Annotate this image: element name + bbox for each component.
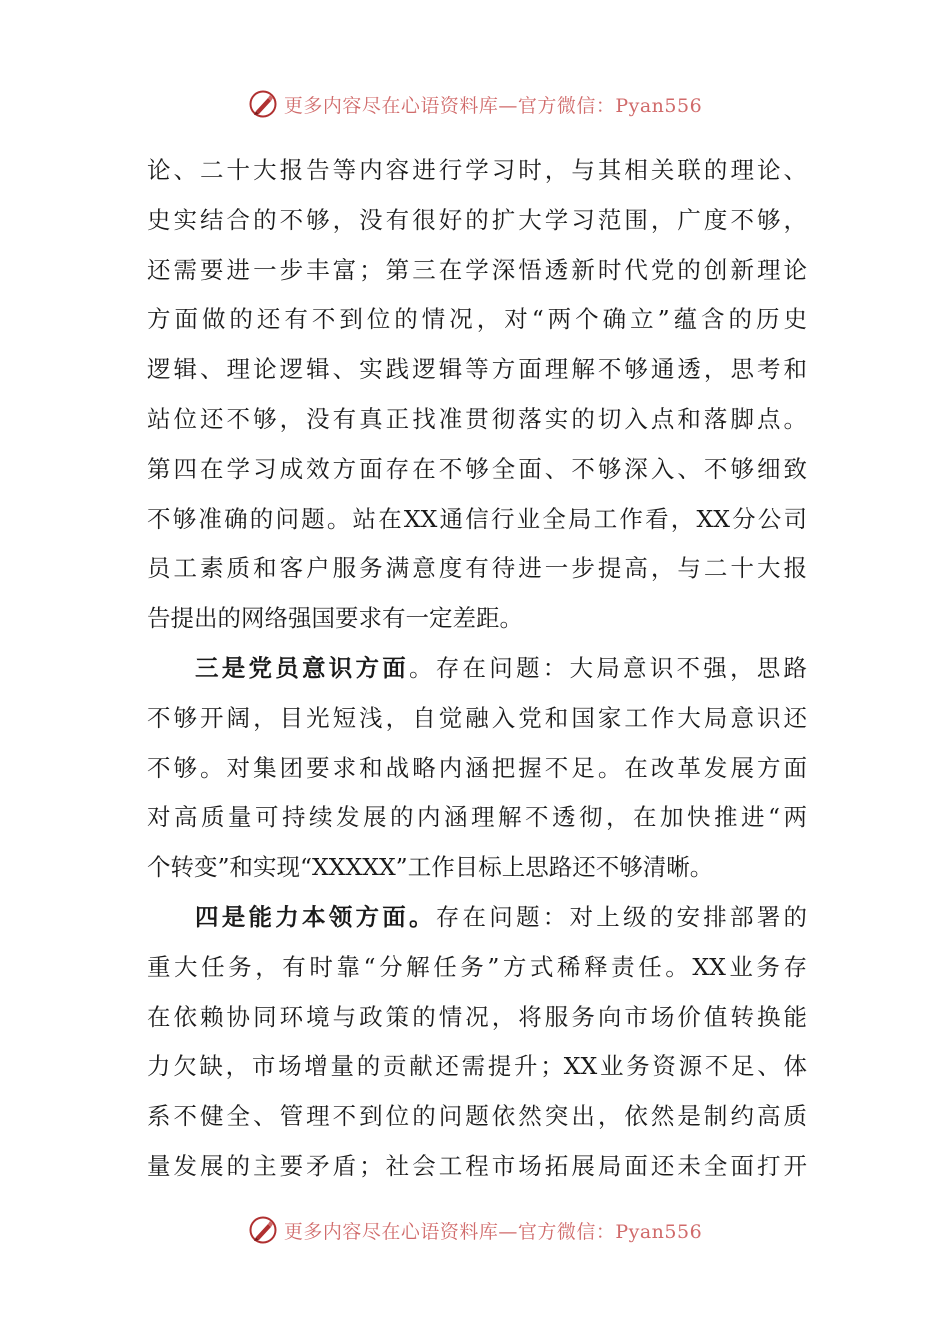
document-body: [147, 146, 807, 1192]
text-line: 不够准确的问题。站在XX通信行业全局工作看，XX分公司: [147, 504, 807, 533]
text-line: 论、二十大报告等内容进行学习时，与其相关联的理论、: [147, 156, 807, 184]
paragraph-first-line: [147, 644, 807, 694]
header-watermark: [0, 84, 950, 124]
header-watermark-text: 更多内容尽在心语资料库—官方微信：Pyan556: [283, 94, 703, 117]
text-line: 不够。对集团要求和战略内涵把握不足。在改革发展方面: [147, 753, 807, 782]
text-line: 第四在学习成效方面存在不够全面、不够深入、不够细致: [147, 454, 807, 483]
pen-logo-icon: [248, 89, 278, 119]
text-line: 对高质量可持续发展的内涵理解不透彻，在加快推进“两: [147, 803, 807, 832]
section-heading-party-awareness: 三是党员意识方面: [195, 653, 409, 682]
text-line: 不够开阔，目光短浅，自觉融入党和国家工作大局意识还: [147, 703, 807, 732]
text-span: 。存在问题：大局意识不强，思路: [409, 653, 807, 682]
footer-watermark: [0, 1210, 950, 1250]
text-line: 站位还不够，没有真正找准贯彻落实的切入点和落脚点。: [147, 404, 807, 433]
text-line: 还需要进一步丰富；第三在学深悟透新时代党的创新理论: [147, 255, 807, 284]
text-line: 史实结合的不够，没有很好的扩大学习范围，广度不够，: [147, 205, 807, 234]
text-line: 员工素质和客户服务满意度有待进一步提高，与二十大报: [147, 554, 807, 583]
footer-watermark-text: 更多内容尽在心语资料库—官方微信：Pyan556: [283, 1220, 703, 1243]
text-line: 量发展的主要矛盾；社会工程市场拓展局面还未全面打开: [147, 1151, 807, 1180]
text-line: 逻辑、理论逻辑、实践逻辑等方面理解不够通透，思考和: [147, 355, 807, 384]
pen-logo-icon: [248, 1215, 278, 1245]
text-line: 重大任务，有时靠“分解任务”方式稀释责任。XX业务存: [147, 952, 807, 981]
section-heading-capability: 四是能力本领方面。: [195, 902, 436, 931]
text-line: 方面做的还有不到位的情况，对“两个确立”蕴含的历史: [147, 305, 807, 334]
text-line: 力欠缺，市场增量的贡献还需提升；XX业务资源不足、体: [147, 1052, 807, 1081]
paragraph-first-line: [147, 893, 807, 943]
text-line: 个转变”和实现“XXXXX”工作目标上思路还不够清晰。: [147, 853, 714, 882]
text-span: 存在问题：对上级的安排部署的: [435, 902, 807, 931]
text-line: 系不健全、管理不到位的问题依然突出，依然是制约高质: [147, 1102, 807, 1131]
text-line: 在依赖协同环境与政策的情况，将服务向市场价值转换能: [147, 1002, 807, 1031]
text-line: 告提出的网络强国要求有一定差距。: [147, 604, 523, 633]
